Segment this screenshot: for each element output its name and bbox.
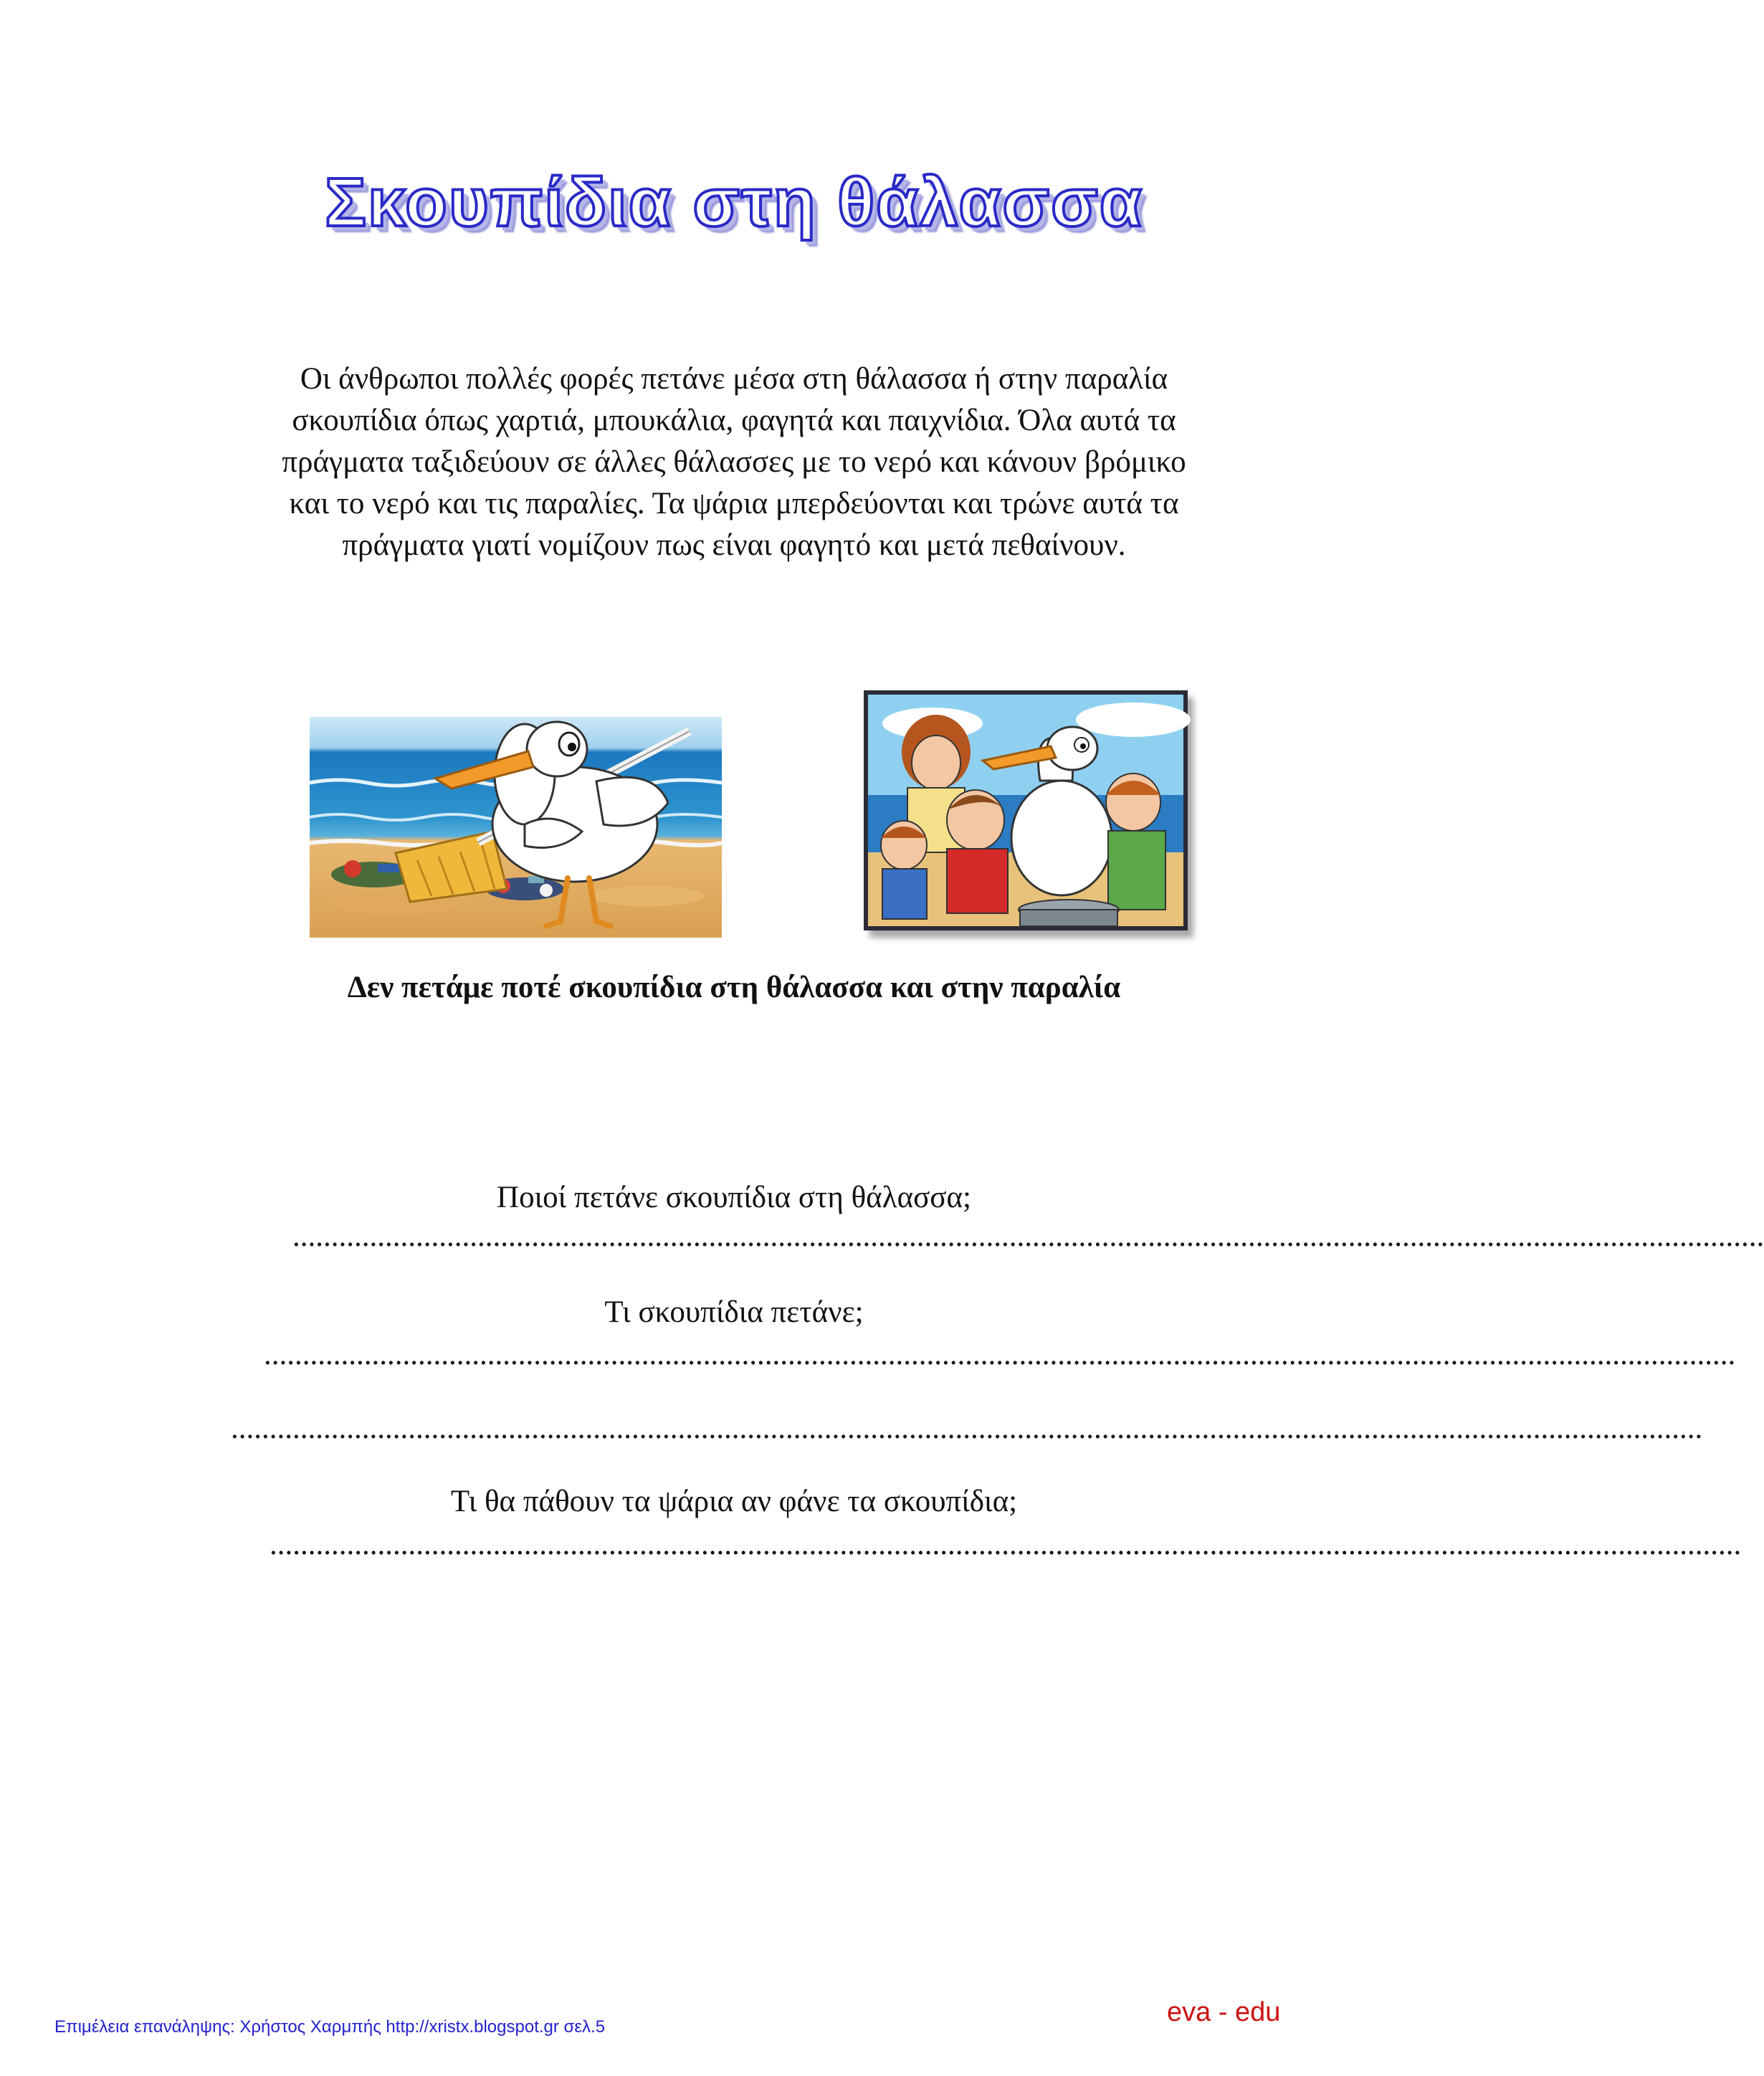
paragraph-line: και το νερό και τις παραλίες. Τα ψάρια μπερδεύονται και τρώνε αυτά τα bbox=[289, 487, 1179, 520]
paragraph-line: Οι άνθρωποι πολλές φορές πετάνε μέσα στη θάλασσα ή στην παραλία bbox=[300, 362, 1168, 396]
pelican-sweeping-beach-illustration bbox=[310, 717, 722, 938]
beach-cleanup-drawing bbox=[310, 717, 722, 938]
answer-line-4: ............................................................................................................................................................................................... bbox=[270, 1528, 1742, 1561]
footer-brand: eva - edu bbox=[1167, 1997, 1281, 2027]
paragraph-line: πράγματα γιατί νομίζουν πως είναι φαγητό και μετά πεθαίνουν. bbox=[342, 528, 1126, 562]
caption: Δεν πετάμε ποτέ σκουπίδια στη θάλασσα και στην παραλία bbox=[347, 971, 1121, 1004]
children-and-pelican-drawing bbox=[868, 695, 1183, 926]
page-title: Σκουπίδια στη θάλασσα bbox=[325, 164, 1143, 241]
paragraph-line: σκουπίδια όπως χαρτιά, μπουκάλια, φαγητά και παιχνίδια. Όλα αυτά τα bbox=[292, 404, 1176, 437]
footer-credit: Επιμέλεια επανάληψης: Χρήστος Χαρμπής http://xristx.blogspot.gr σελ.5 bbox=[54, 2017, 606, 2037]
pelican-with-children-illustration bbox=[864, 690, 1188, 930]
intro-paragraph bbox=[215, 358, 1253, 566]
answer-line-3: ............................................................................................................................................................................................... bbox=[231, 1411, 1703, 1445]
question-2: Τι σκουπίδια πετάνε; bbox=[604, 1295, 864, 1329]
question-1: Ποιοί πετάνε σκουπίδια στη θάλασσα; bbox=[497, 1181, 971, 1214]
question-3: Τι θα πάθουν τα ψάρια αν φάνε τα σκουπίδια; bbox=[450, 1485, 1018, 1518]
answer-line-1: ............................................................................................................................................................................................... bbox=[292, 1219, 1764, 1253]
paragraph-line: πράγματα ταξιδεύουν σε άλλες θάλασσες με το νερό και κάνουν βρόμικο bbox=[282, 445, 1186, 479]
answer-line-2: ............................................................................................................................................................................................... bbox=[264, 1338, 1736, 1371]
